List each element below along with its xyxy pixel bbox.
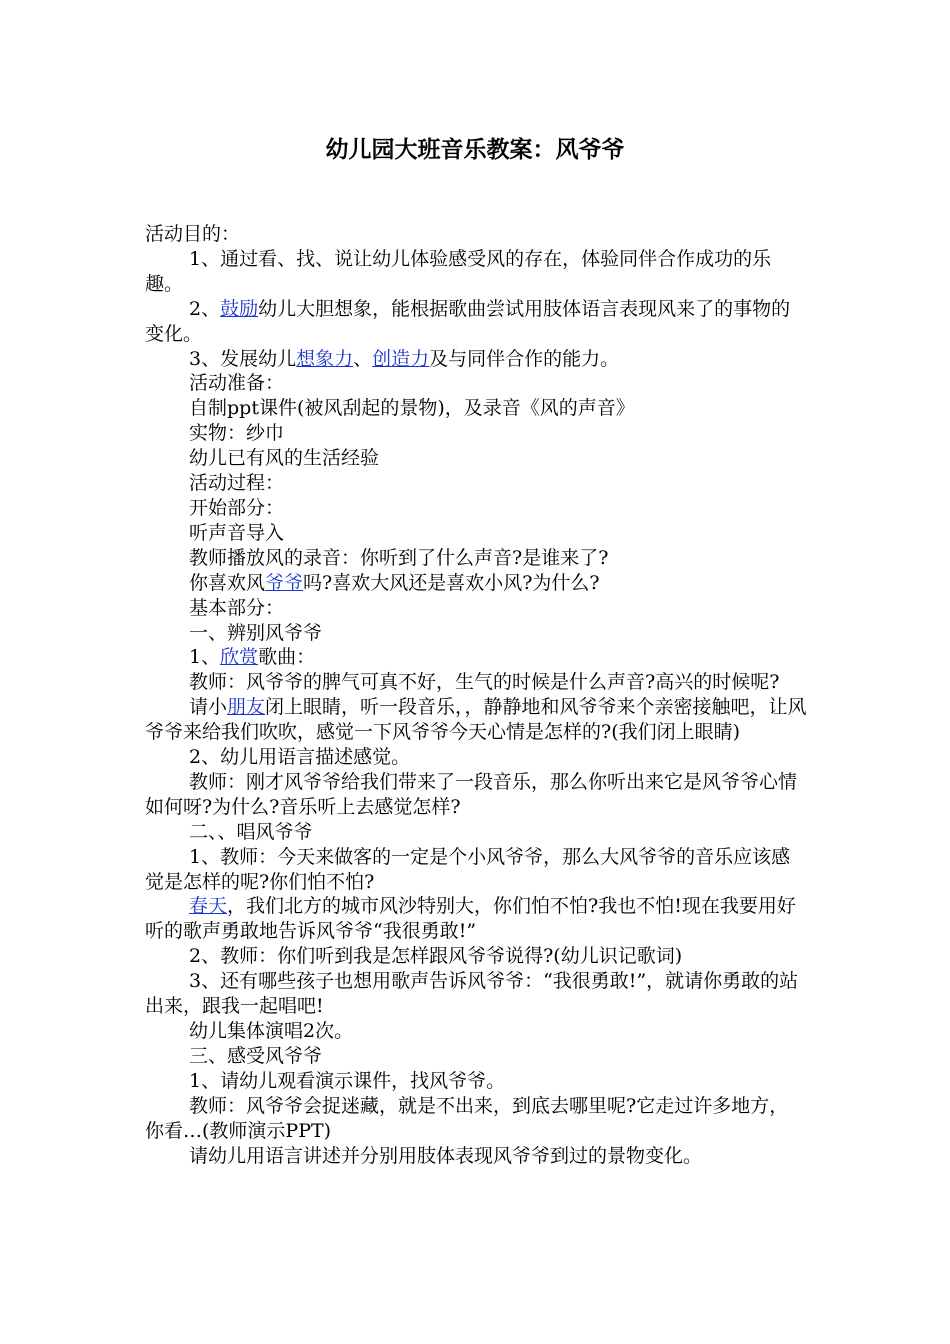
paragraph — [145, 1144, 807, 1169]
paragraph-text: 及与同伴合作的能力。 — [429, 347, 620, 370]
paragraph-text: 教师：风爷爷的脾气可真不好，生气的时候是什么声音?高兴的时候呢? — [189, 671, 780, 694]
paragraph — [145, 1069, 807, 1094]
paragraph-text: 教师播放风的录音：你听到了什么声音?是谁来了? — [189, 546, 609, 569]
paragraph — [145, 222, 807, 247]
paragraph-text: 二、、唱风爷爷 — [189, 820, 313, 843]
paragraph — [145, 247, 807, 297]
paragraph-text: 3、还有哪些孩子也想用歌声告诉风爷爷：“我很勇敢!”，就请你勇敢的站出来，跟我一起唱吧! — [145, 970, 799, 1018]
paragraph — [145, 820, 807, 845]
paragraph — [145, 944, 807, 969]
paragraph-text: 基本部分： — [189, 596, 285, 619]
paragraph — [145, 396, 807, 421]
paragraph-text: 幼儿已有风的生活经验 — [189, 447, 380, 470]
paragraph — [145, 621, 807, 646]
paragraph — [145, 1044, 807, 1069]
paragraph-text: 吗?喜欢大风还是喜欢小风?为什么? — [303, 571, 600, 594]
paragraph-text: 幼儿集体演唱2次。 — [189, 1020, 354, 1042]
paragraph — [145, 471, 807, 496]
paragraph-text: 1、通过看、找、说让幼儿体验感受风的存在，体验同伴合作成功的乐趣。 — [145, 247, 772, 295]
paragraph-text: 活动目的： — [145, 223, 241, 245]
inline-link[interactable]: 欣赏 — [220, 646, 259, 669]
paragraph-text: 请小 — [189, 696, 228, 719]
inline-link[interactable]: 春天 — [189, 895, 228, 918]
paragraph-text: 教师：风爷爷会捉迷藏，就是不出来，到底去哪里呢?它走过许多地方，你看…(教师演示PPT) — [145, 1094, 789, 1142]
inline-link[interactable]: 鼓励 — [220, 297, 259, 320]
paragraph-text: 3、发展幼儿 — [189, 347, 297, 370]
paragraph-text: 2、幼儿用语言描述感觉。 — [189, 746, 411, 769]
paragraph-text: 实物：纱巾 — [189, 422, 285, 445]
paragraph-text: 你喜欢风 — [189, 571, 266, 594]
paragraph — [145, 421, 807, 446]
paragraph-text: 闭上眼睛，听一段音乐，，静静地和风爷爷来个亲密接触吧，让风爷爷来给我们吹吹，感觉一下风爷爷今天心情是怎样的?(我们闭上眼睛) — [145, 696, 807, 744]
paragraph — [145, 695, 807, 745]
paragraph-text: 2、教师：你们听到我是怎样跟风爷爷说得?(幼儿识记歌词) — [189, 945, 683, 968]
paragraph — [145, 546, 807, 571]
paragraph — [145, 496, 807, 521]
paragraph-text: 请幼儿用语言讲述并分别用肢体表现风爷爷到过的景物变化。 — [189, 1144, 703, 1167]
paragraph — [145, 596, 807, 621]
paragraph — [145, 745, 807, 770]
paragraph — [145, 894, 807, 944]
paragraph-text: 三、感受风爷爷 — [189, 1044, 323, 1067]
paragraph — [145, 446, 807, 471]
paragraph-text: 1、教师：今天来做客的一定是个小风爷爷，那么大风爷爷的音乐应该感觉是怎样的呢?你们怕不怕? — [145, 845, 791, 893]
paragraph-text: 歌曲： — [258, 646, 316, 669]
paragraph — [145, 371, 807, 396]
paragraph-text: 幼儿大胆想象，能根据歌曲尝试用肢体语言表现风来了的事物的变化。 — [145, 297, 791, 345]
paragraph — [145, 1094, 807, 1144]
paragraph-text: 2、 — [189, 297, 221, 320]
inline-link[interactable]: 朋友 — [227, 696, 266, 719]
inline-link[interactable]: 爷爷 — [265, 571, 304, 594]
paragraph — [145, 645, 807, 670]
paragraph-text: 听声音导入 — [189, 521, 285, 544]
document-title: 幼儿园大班音乐教案：风爷爷 — [325, 137, 625, 163]
paragraph-text: 教师：刚才风爷爷给我们带来了一段音乐，那么你听出来它是风爷爷心情如何呀?为什么?音乐听上去感觉怎样? — [145, 770, 798, 818]
paragraph — [145, 770, 807, 820]
paragraph-text: 1、 — [189, 646, 221, 669]
paragraph — [145, 571, 807, 596]
paragraph-text: 、 — [353, 347, 373, 370]
paragraph-text: ，我们北方的城市风沙特别大，你们怕不怕?我也不怕!现在我要用好听的歌声勇敢地告诉风爷爷“我很勇敢!” — [145, 895, 796, 943]
paragraph-text: 活动准备： — [189, 372, 285, 395]
paragraph — [145, 521, 807, 546]
document-body — [145, 222, 807, 1168]
paragraph — [145, 845, 807, 895]
paragraph — [145, 969, 807, 1019]
paragraph — [145, 670, 807, 695]
paragraph-text: 自制ppt课件(被风刮起的景物)，及录音《风的声音》 — [189, 397, 635, 420]
inline-link[interactable]: 想象力 — [296, 347, 354, 370]
paragraph — [145, 1019, 807, 1044]
paragraph — [145, 347, 807, 372]
paragraph-text: 一、辨别风爷爷 — [189, 621, 323, 644]
paragraph-text: 1、请幼儿观看演示课件，找风爷爷。 — [189, 1069, 506, 1092]
paragraph-text: 开始部分： — [189, 496, 285, 519]
paragraph — [145, 297, 807, 347]
paragraph-text: 活动过程： — [189, 472, 285, 495]
inline-link[interactable]: 创造力 — [372, 347, 430, 370]
